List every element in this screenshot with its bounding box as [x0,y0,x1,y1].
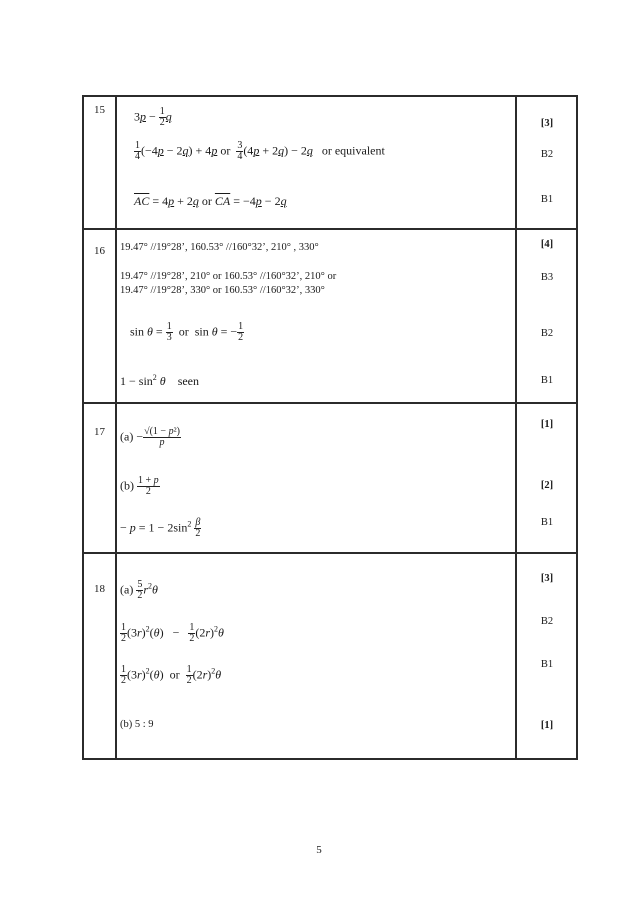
mark-18-b2: B2 [540,616,554,627]
mark-15-b1: B1 [540,194,554,205]
answer-line-16-5: $1 - \sin^2 \theta$ seen [120,373,200,388]
or-text: or [220,143,231,158]
table-left-border [82,95,84,760]
mark-17-b1: B1 [540,517,554,528]
mark-16-total: [4] [540,239,554,250]
mark-16-b3: B3 [540,272,554,283]
answer-line-16-1: 19.47° //19°28’, 160.53° //160°32’, 210° , 330° [120,242,319,253]
row-divider-16-17 [82,402,578,404]
answer-line-15-2: $\frac{1}{4}$ (−4p − 2q) + 4p or $\frac{3}{4}$ (4p + 2q) − 2q or equivalent [135,140,385,162]
table-top-border [82,95,578,97]
seen-text: seen [177,374,200,388]
answer-line-15-1: 3p − $\frac{1}{2}$ q [134,106,172,128]
mark-18b: [1] [540,720,554,731]
mark-15-total: [3] [540,118,554,129]
or-text: or [169,667,180,682]
answer-line-17-a: (a) − $\frac{\text{√(1 − p²)}}{p}$ [120,426,180,448]
mark-18a: [3] [540,573,554,584]
answer-line-16-2: 19.47° //19°28’, 210° or 160.53° //160°32’, 210° or [120,271,337,282]
part-a-label: (a) [120,429,134,444]
equivalent-text: or equivalent [321,143,385,158]
answer-line-16-3: 19.47° //19°28’, 330° or 160.53° //160°32’, 330° [120,285,325,296]
answer-line-17-b: (b) $\frac{1 + p}{2}$ [120,475,159,497]
mark-16-b2: B2 [540,328,554,339]
mark-15-b2: B2 [540,149,554,160]
or-text: or [178,324,189,339]
question-number: 15 [94,104,105,116]
number-column-divider [115,95,117,760]
or-text: or [201,194,212,208]
answer-line-15-3: $\overline{AC} = 4p + 2q$ or $\overline{CA} = -4p - 2q$ [134,194,287,208]
mark-17a: [1] [540,419,554,430]
mark-17b: [2] [540,480,554,491]
question-number: 16 [94,245,105,257]
table-bottom-border [82,758,578,760]
part-a-label: (a) [120,582,134,597]
answer-line-17-c: − $p = 1 - 2\sin^2$ $\frac{\beta}{2}$ [120,517,201,539]
part-b-label: (b) [120,478,134,493]
answer-line-18-3: $\frac{1}{2}$ $(3r)^2(\theta)$ or $\frac{1}{2}$ $(2r)^2\theta$ [121,664,222,686]
row-divider-17-18 [82,552,578,554]
marking-table [82,95,578,760]
answer-line-16-4: sin θ = $\frac{1}{3}$ or sin θ = − $\frac{1}{2}$ [130,321,244,343]
mark-18-b1: B1 [540,659,554,670]
row-divider-15-16 [82,228,578,230]
mark-16-b1: B1 [540,375,554,386]
answer-line-18-a: (a) $\frac{5}{2}$ $r^2\theta$ [120,579,158,601]
question-number: 18 [94,583,105,595]
answer-line-18-2: $\frac{1}{2}$ $(3r)^2(\theta)$ − $\frac{1}{2}$ $(2r)^2\theta$ [121,622,224,644]
page-number: 5 [316,844,322,856]
answer-line-18-b: (b) 5 : 9 [120,719,154,730]
question-number: 17 [94,426,105,438]
